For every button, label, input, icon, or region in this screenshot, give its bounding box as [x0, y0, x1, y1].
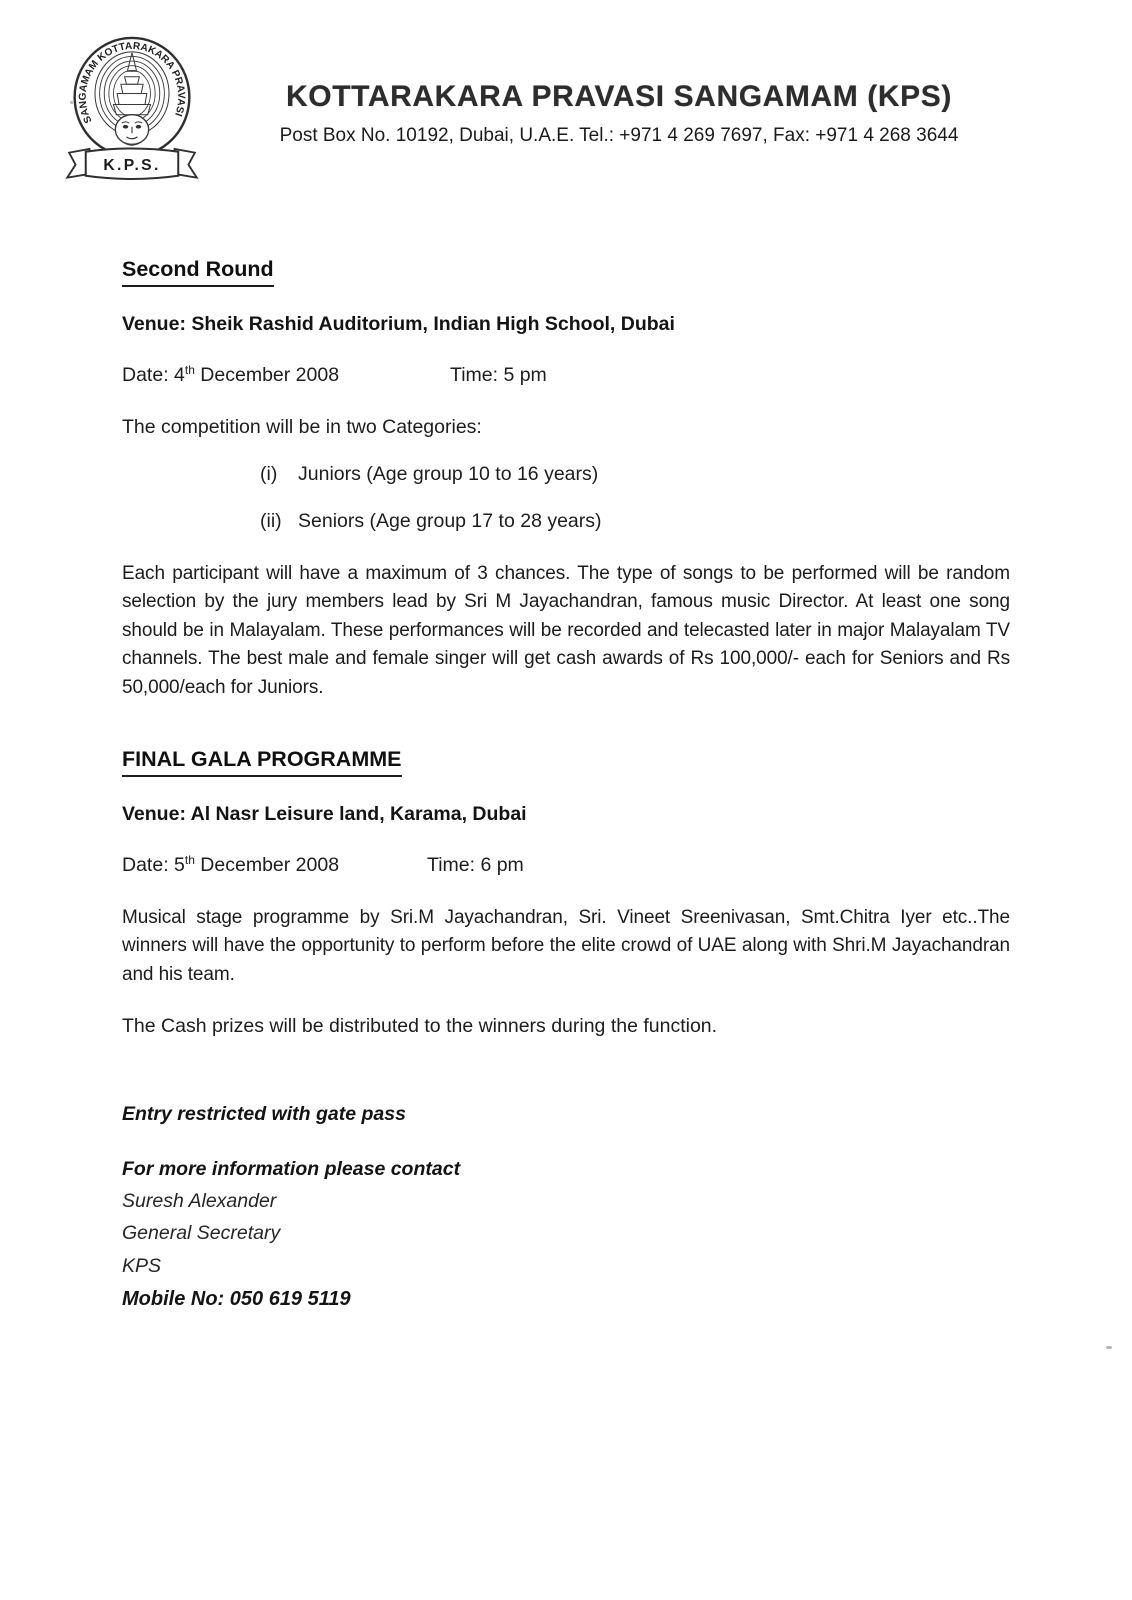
prize-note: The Cash prizes will be distributed to the winners during the function. [122, 1015, 718, 1038]
scan-speck [1106, 1346, 1112, 1349]
entry-note: Entry restricted with gate pass [122, 1102, 406, 1125]
letterhead-text [206, 34, 1132, 206]
date-prefix: Date: 5 [122, 854, 185, 877]
category-marker: (ii) [260, 510, 282, 533]
second-round-datetime [122, 362, 1010, 389]
category-item-juniors [260, 461, 1010, 488]
category-label: Juniors (Age group 10 to 16 years) [298, 462, 599, 485]
final-gala-heading [122, 744, 1010, 777]
contact-name: Suresh Alexander [122, 1190, 277, 1213]
second-round-venue: Venue: Sheik Rashid Auditorium, Indian High School, Dubai [122, 313, 675, 336]
kps-logo [58, 34, 206, 206]
contact-title: General Secretary [122, 1222, 281, 1245]
org-title: KOTTARAKARA PRAVASI SANGAMAM (KPS) [286, 80, 952, 113]
letterhead [0, 0, 1132, 206]
scan-speck [70, 101, 73, 104]
category-label: Seniors (Age group 17 to 28 years) [298, 510, 602, 533]
contact-heading: For more information please contact [122, 1157, 461, 1180]
final-gala-time: Time: 6 pm [427, 854, 524, 877]
contact-mobile: Mobile No: 050 619 5119 [122, 1288, 351, 1311]
kathakali-face-icon [95, 52, 169, 145]
contact-org: KPS [122, 1254, 162, 1277]
date-suffix: December 2008 [194, 854, 340, 877]
final-gala-date [122, 854, 339, 876]
final-gala-venue: Venue: Al Nasr Leisure land, Karama, Dubai [122, 803, 527, 826]
date-prefix: Date: 4 [122, 364, 185, 387]
category-item-seniors [260, 508, 1010, 535]
second-round-date [122, 364, 339, 386]
final-gala-datetime [122, 852, 1010, 879]
org-address: Post Box No. 10192, Dubai, U.A.E. Tel.: +971 4 269 7697, Fax: +971 4 268 3644 [279, 125, 959, 146]
categories-intro: The competition will be in two Categories: [122, 415, 482, 438]
kps-banner [67, 148, 197, 179]
final-gala-heading-text: FINAL GALA PROGRAMME [122, 744, 402, 777]
kps-emblem-icon [58, 34, 206, 201]
date-ordinal: th [184, 363, 195, 378]
date-suffix: December 2008 [194, 364, 340, 387]
kps-banner-text: K.P.S. [103, 157, 161, 175]
second-round-time: Time: 5 pm [450, 364, 547, 387]
second-round-heading [122, 254, 1010, 287]
second-round-details: Each participant will have a maximum of 3 chances. The type of songs to be performed will be random selection by the jury members lead by Sri M Jayachandran, famous music Director. At least one song should be in Malayalam. These performances will be recorded and telecasted later in major Malayalam TV channels. The best male and female singer will get cash awards of Rs 100,000/- each for Seniors and Rs 50,000/each for Juniors. [122, 562, 1010, 698]
second-round-heading-text: Second Round [122, 254, 274, 287]
emblem-ring-text: SANGAMAM KOTTARAKARA PRAVASI [77, 40, 187, 125]
final-gala-details: Musical stage programme by Sri.M Jayachandran, Sri. Vineet Sreenivasan, Smt.Chitra Iyer etc..The winners will have the opportunity to perform before the elite crowd of UAE along with Shri.M Jayachandran and his team. [122, 906, 1010, 985]
date-ordinal: th [184, 853, 195, 868]
category-marker: (i) [260, 462, 278, 485]
letter-body [122, 254, 1010, 1313]
